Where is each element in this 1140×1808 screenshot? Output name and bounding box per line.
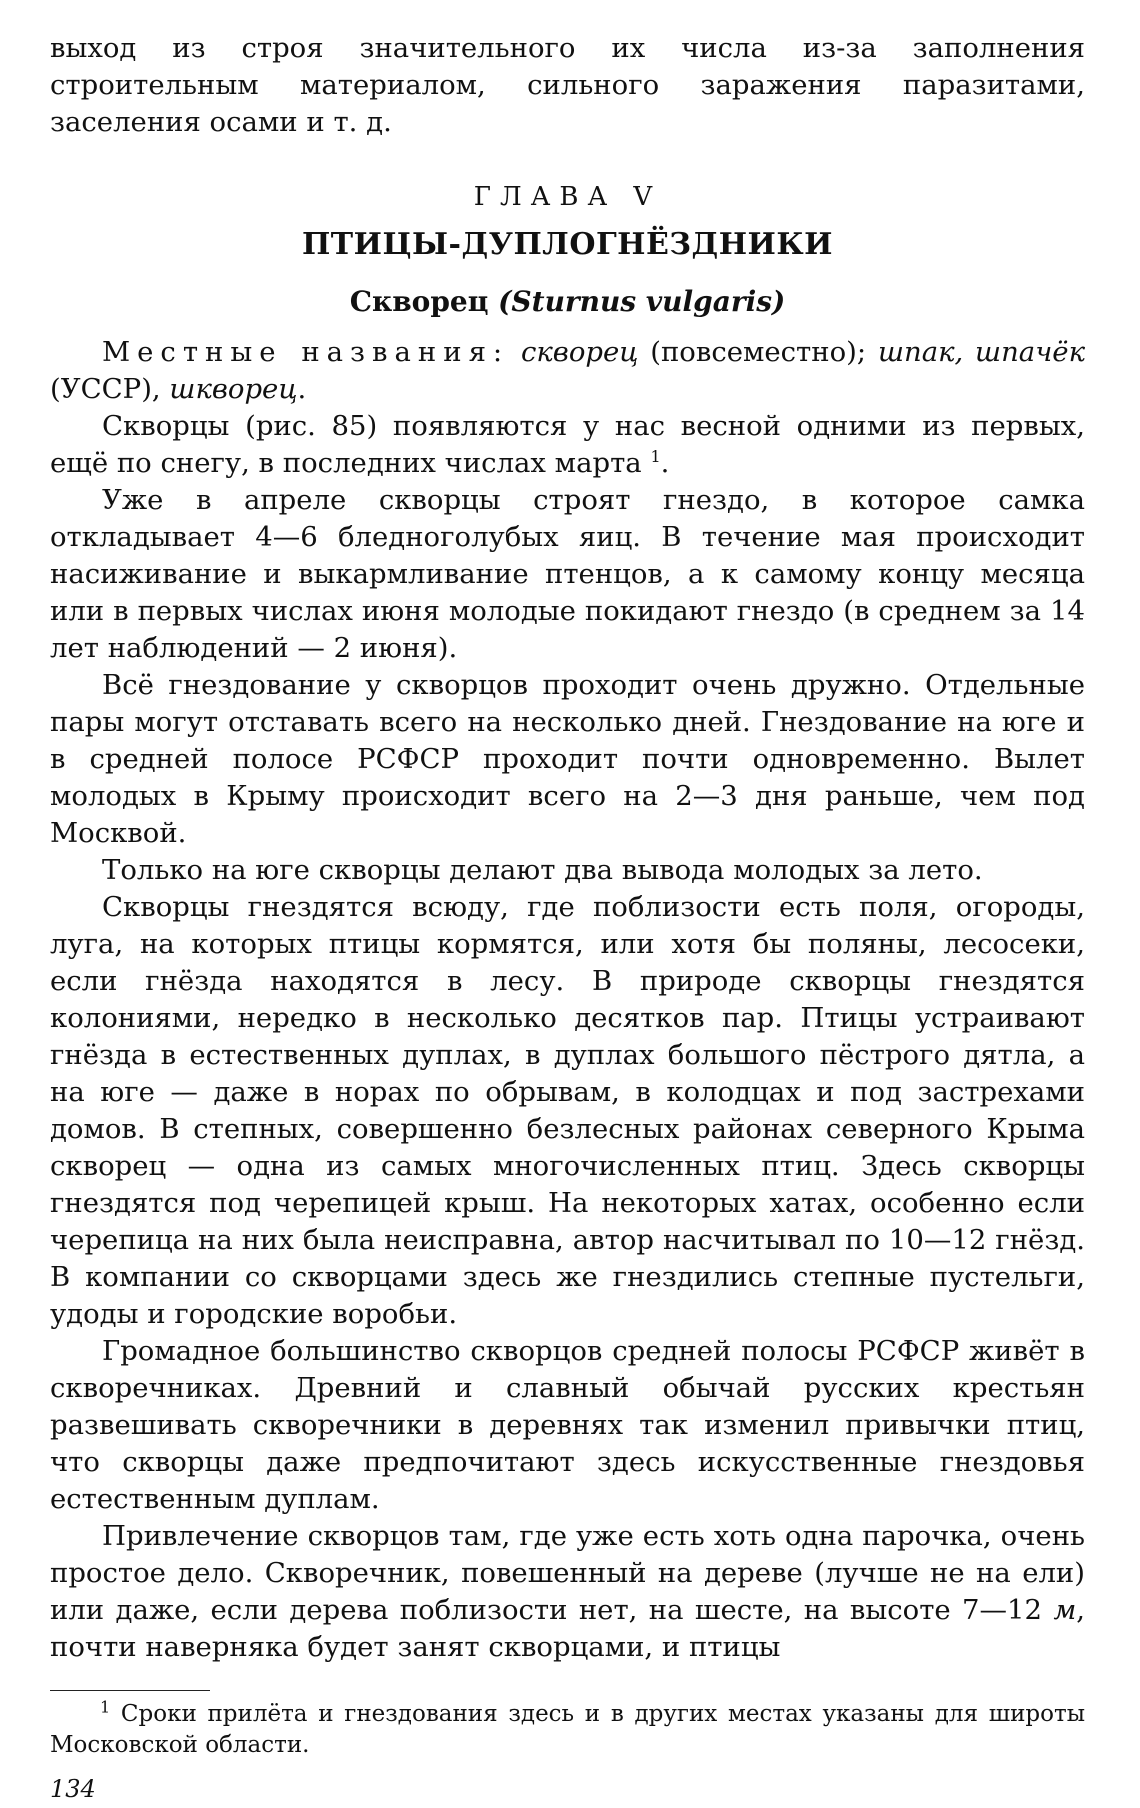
paragraph-two-broods: Только на юге скворцы делают два вывода молодых за лето. bbox=[102, 854, 983, 886]
footnote-mark: 1 bbox=[100, 1697, 111, 1717]
footnote-reference: 1 bbox=[650, 446, 661, 466]
footnote-text: Сроки прилёта и гнездования здесь и в других местах указаны для широты Московской области. bbox=[50, 1701, 1085, 1758]
paragraph-arrival-text: Скворцы (рис. 85) появляются у нас весной одними из первых, ещё по снегу, в последних числах марта bbox=[50, 410, 1085, 479]
local-name-3: шкворец bbox=[169, 373, 298, 405]
unit-meters: м bbox=[1053, 1594, 1077, 1626]
paragraph-continuation: выход из строя значительного их числа из-за заполнения строительным материалом, сильного заражения паразитами, заселения осами и т. д. bbox=[50, 32, 1085, 138]
paragraph-habitat: Скворцы гнездятся всюду, где поблизости есть поля, огороды, луга, на которых птицы кормятся, или хотя бы поляны, лесосеки, если гнёзда находятся в лесу. В природе скворцы гнездятся колониями, нередко в несколько десятков пар. Птицы устраивают гнёзда в естественных дуплах, в дуплах большого пёстрого дятла, а на юге — даже в норах по обрывам, в колодцах и под застрехами домов. В степных, совершенно безлесных районах северного Крыма скворец — одна из самых многочисленных птиц. Здесь скворцы гнездятся под черепицей крыш. На некоторых хатах, особенно если черепица на них была неисправна, автор насчитывал по 10—12 гнёзд. В компании со скворцами здесь же гнездились степные пустельги, удоды и городские воробьи. bbox=[50, 891, 1085, 1330]
section-title bbox=[50, 283, 1085, 320]
paragraph-arrival bbox=[50, 408, 1085, 482]
local-names-label: Местные названия: bbox=[102, 336, 510, 368]
paragraph-attraction-text-b: , почти наверняка будет занят скворцами, и птицы bbox=[50, 1594, 1085, 1663]
local-names-text-2: (УССР), bbox=[50, 373, 170, 405]
chapter-label: ГЛАВА V bbox=[473, 182, 662, 212]
footnote-divider bbox=[50, 1690, 210, 1691]
paragraph-local-names bbox=[50, 334, 1085, 408]
paragraph-synchrony: Всё гнездование у скворцов проходит очень дружно. Отдельные пары могут отставать всего на несколько дней. Гнездование на юге и в средней полосе РСФСР проходит почти одновременно. Вылет молодых в Крыму происходит всего на 2—3 дня раньше, чем под Москвой. bbox=[50, 669, 1085, 849]
paragraph-arrival-end: . bbox=[660, 447, 670, 479]
section-title-latin: (Sturnus vulgaris) bbox=[498, 285, 786, 318]
local-names-text-3: . bbox=[297, 373, 307, 405]
paragraph-nesting: Уже в апреле скворцы строят гнездо, в которое самка откладывает 4—6 бледноголубых яиц. В течение мая происходит насиживание и выкармливание птенцов, а к самому концу месяца или в первых числах июня молодые покидают гнездо (в среднем за 14 лет наблюдений — 2 июня). bbox=[50, 484, 1085, 664]
local-name-1: скворец bbox=[520, 336, 639, 368]
footnote bbox=[50, 1699, 1085, 1761]
paragraph-attraction bbox=[50, 1518, 1085, 1666]
book-page bbox=[50, 30, 1085, 1808]
local-name-2: шпак, шпачёк bbox=[877, 336, 1085, 368]
section-title-russian: Скворец bbox=[349, 285, 489, 318]
chapter-title: ПТИЦЫ-ДУПЛОГНЁЗДНИКИ bbox=[301, 227, 834, 262]
local-names-text-1: (повсеместно); bbox=[638, 336, 878, 368]
paragraph-attraction-text-a: Привлечение скворцов там, где уже есть хоть одна парочка, очень простое дело. Скворечник, повешенный на дереве (лучше не на ели) или даже, если дерева поблизости нет, на шесте, на высоте 7—12 bbox=[50, 1520, 1085, 1626]
paragraph-nestboxes: Громадное большинство скворцов средней полосы РСФСР живёт в скворечниках. Древний и славный обычай русских крестьян развешивать скворечники в деревнях так изменил привычки птиц, что скворцы даже предпочитают здесь искусственные гнездовья естественным дуплам. bbox=[50, 1335, 1085, 1515]
page-number: 134 bbox=[50, 1775, 96, 1803]
